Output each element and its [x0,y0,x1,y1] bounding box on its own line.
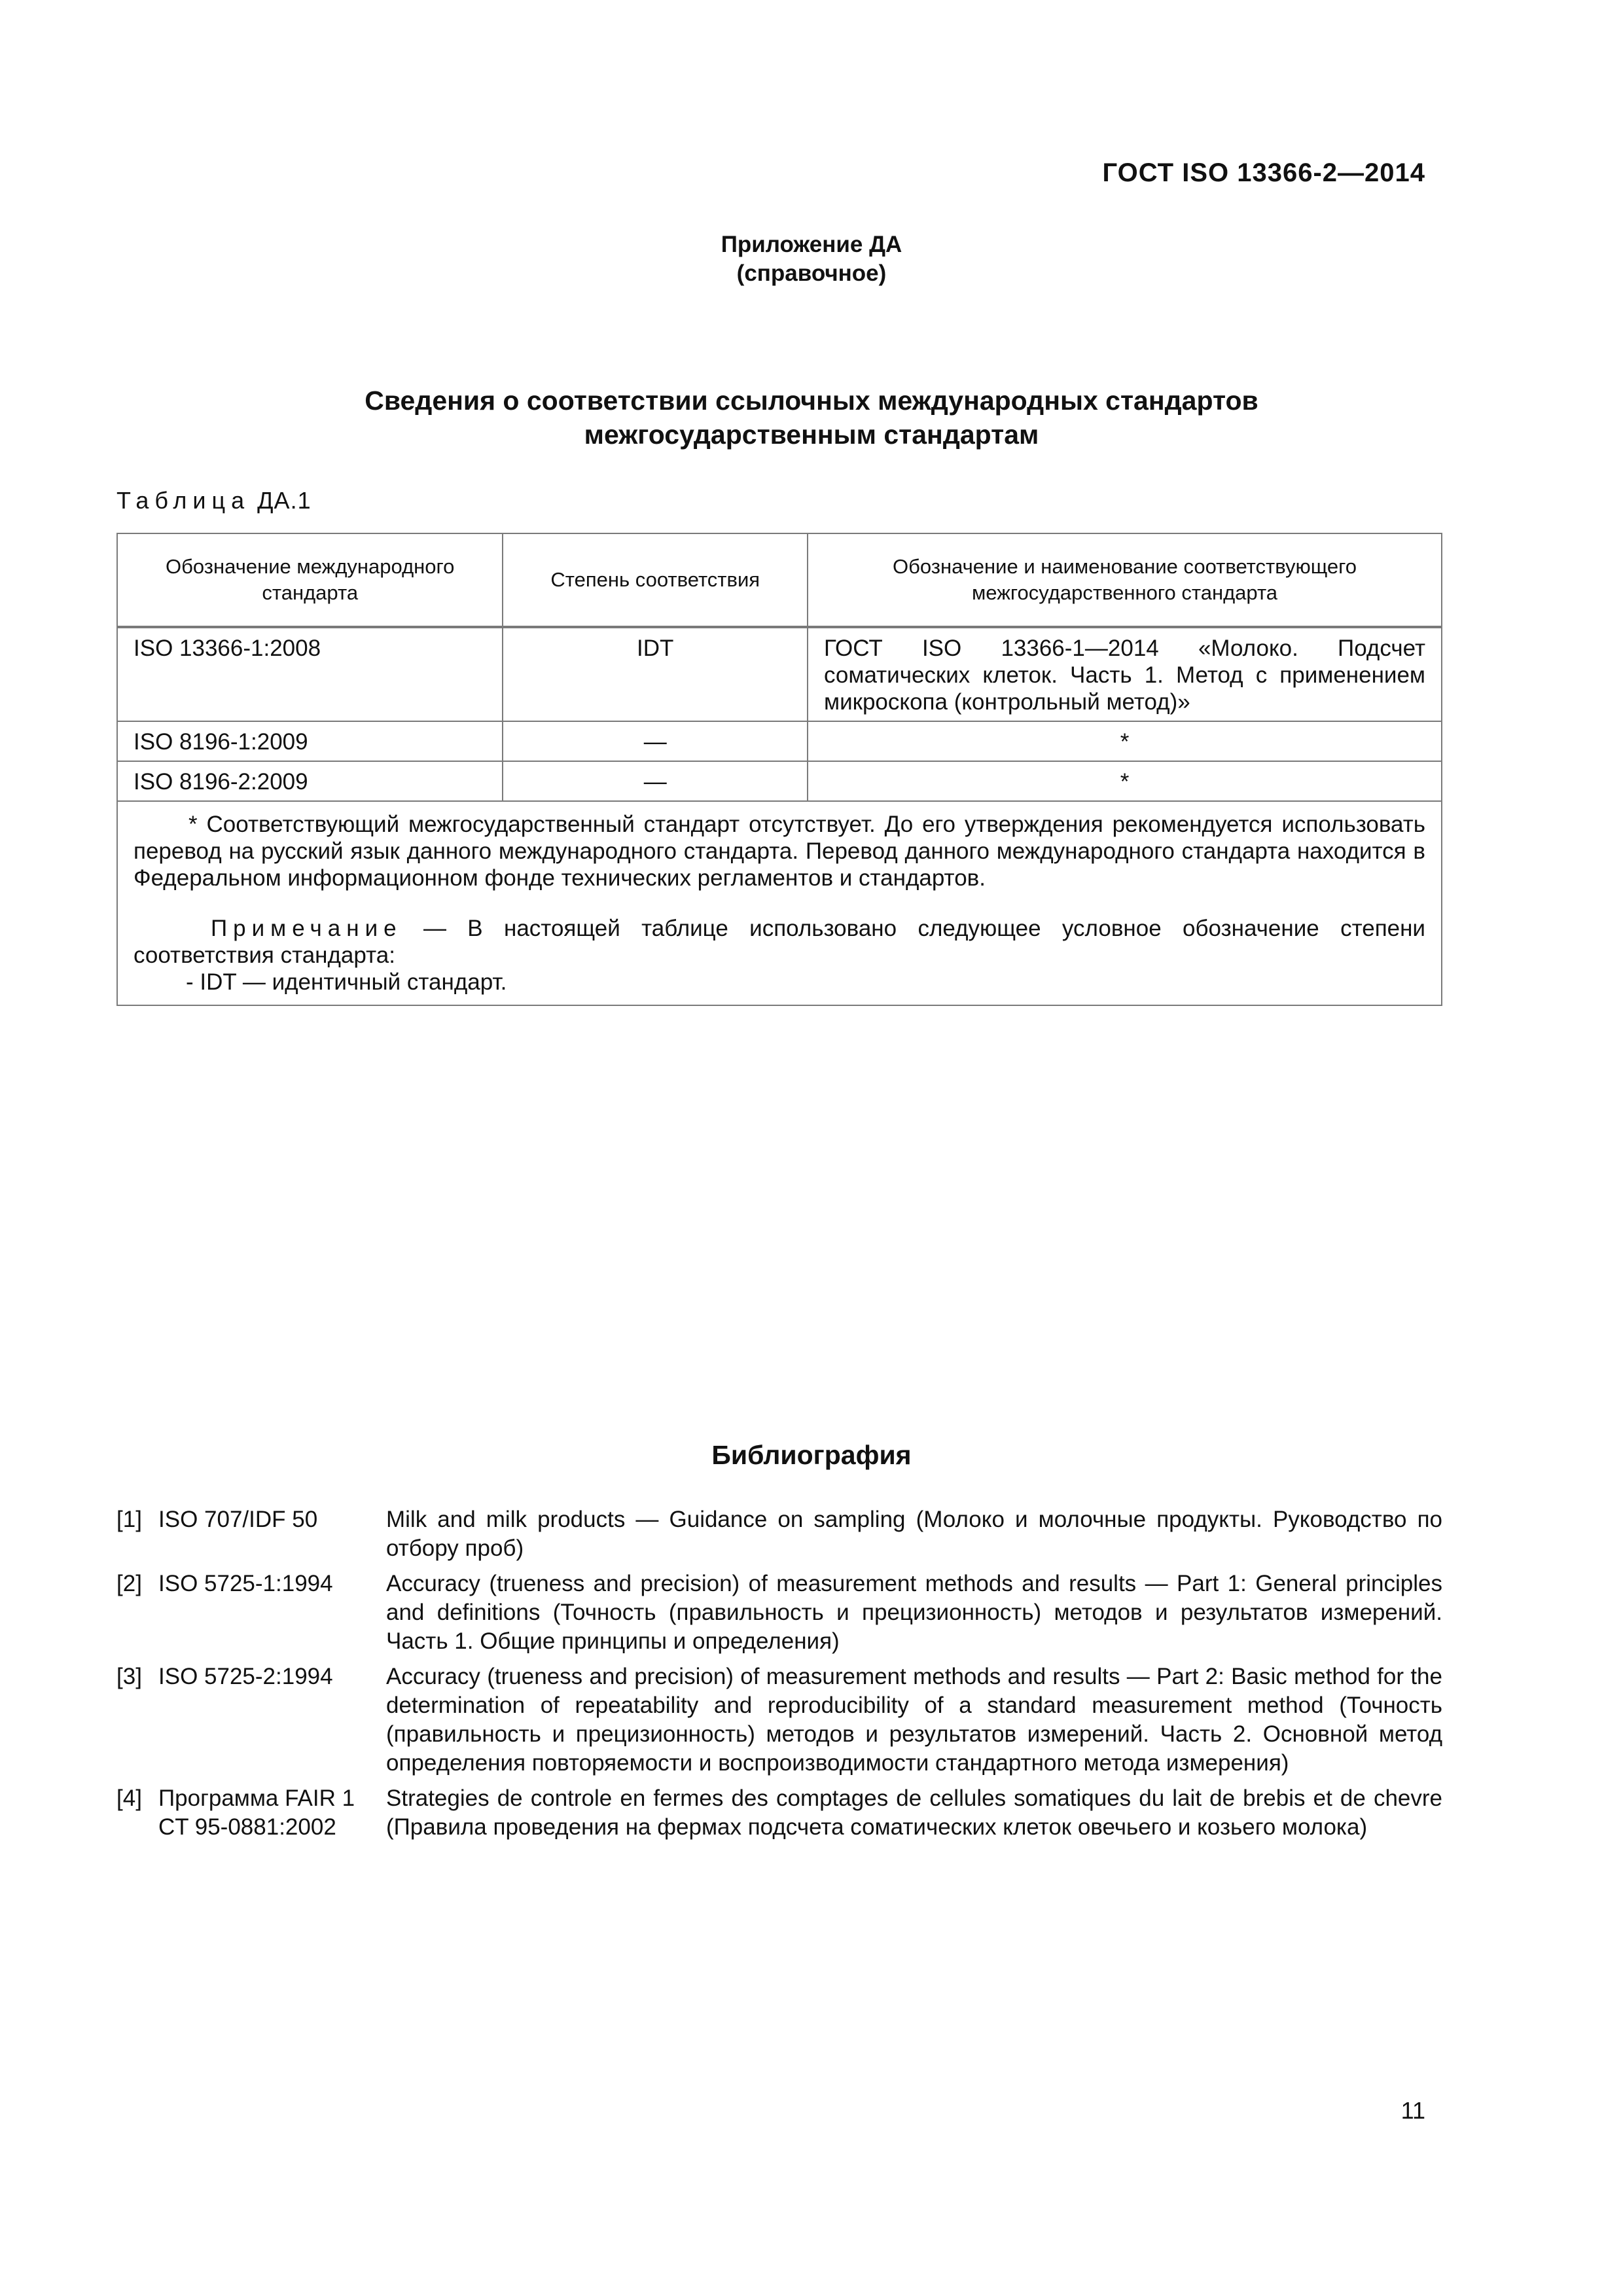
table-row [117,761,1442,801]
bibliography-entry [116,1505,1442,1563]
entry-number: [1] [116,1507,142,1532]
entry-reference: ISO 5725-2:1994 [158,1664,333,1689]
bibliography-title: Библиография [711,1440,912,1470]
entry-number: [3] [116,1664,142,1689]
table-label-word: Таблица [116,487,251,514]
section-title [0,384,1623,452]
cell-intl-standard: ISO 8196-1:2009 [117,721,503,761]
cell-intl-standard: ISO 13366-1:2008 [117,627,503,721]
entry-number: [2] [116,1571,142,1596]
section-title-line1: Сведения о соответствии ссылочных международных стандартов [365,386,1258,416]
cell-degree: IDT [503,627,808,721]
entry-description: Accuracy (trueness and precision) of measurement methods and results — Part 1: General principles and definitions (Точность (правильность и прецизионность) методов и результатов измерений. Часть 1. Общие принципы и определения) [386,1571,1442,1654]
note-item: - IDT — идентичный стандарт. [186,969,507,995]
header-degree: Степень соответствия [503,533,808,627]
table-footnote: * Соответствующий межгосударственный стандарт отсутствует. До его утверждения рекомендуется использовать перевод на русский язык данного международного стандарта. Перевод данного международного стандарта находится в Федеральном информационном фонде технических регламентов и стандартов. [134,812,1425,891]
entry-description: Milk and milk products — Guidance on sampling (Молоко и молочные продукты. Руководство по отбору проб) [386,1507,1442,1561]
table-row [117,627,1442,721]
table-row [117,721,1442,761]
table-label [116,487,312,514]
annex-title: Приложение ДА [721,232,902,257]
table-header-row [117,533,1442,627]
table-footnote-row [117,801,1442,1005]
cell-degree: — [503,761,808,801]
bibliography-entry [116,1784,1442,1842]
section-title-line2: межгосударственным стандартам [584,420,1039,450]
entry-description: Strategies de controle en fermes des comptages de cellules somatiques du lait de brebis et de chevre (Правила проведения на фермах подсчета соматических клеток овечьего и козьего молока) [386,1785,1442,1840]
entry-number: [4] [116,1785,142,1811]
entry-reference: Программа FAIR 1 CT 95-0881:2002 [158,1785,355,1840]
annex-heading [0,230,1623,288]
table-label-number: ДА.1 [257,487,312,514]
page-number: 11 [1400,2097,1425,2124]
cell-degree: — [503,721,808,761]
bibliography-list [116,1505,1442,1848]
cell-national-standard: * [808,761,1442,801]
cell-national-standard: ГОСТ ISO 13366-1—2014 «Молоко. Подсчет соматических клеток. Часть 1. Метод с применением микроскопа (контрольный метод)» [808,627,1442,721]
bibliography-entry [116,1662,1442,1778]
header-national-standard: Обозначение и наименование соответствующего межгосударственного стандарта [808,533,1442,627]
annex-subtitle: (справочное) [736,260,887,286]
conformity-table [116,533,1442,1006]
standard-code: ГОСТ ISO 13366-2—2014 [1102,158,1425,187]
table-note [134,915,1425,969]
header-intl-standard: Обозначение международного стандарта [117,533,503,627]
entry-description: Accuracy (trueness and precision) of measurement methods and results — Part 2: Basic method for the determination of repeatability and reproducibility of a standard measurement method (Точность (правильность и прецизионность) методов и результатов измерений. Часть 2. Основной метод определения повторяемости и воспроизводимости стандартного метода измерения) [386,1664,1442,1776]
note-label: Примечание [211,916,402,941]
table-footnote-cell [117,801,1442,1005]
bibliography-entry [116,1570,1442,1656]
cell-national-standard: * [808,721,1442,761]
entry-reference: ISO 5725-1:1994 [158,1571,333,1596]
entry-reference: ISO 707/IDF 50 [158,1507,318,1532]
cell-intl-standard: ISO 8196-2:2009 [117,761,503,801]
note-text: — В настоящей таблице использовано следующее условное обозначение степени соответствия стандарта: [134,916,1425,968]
